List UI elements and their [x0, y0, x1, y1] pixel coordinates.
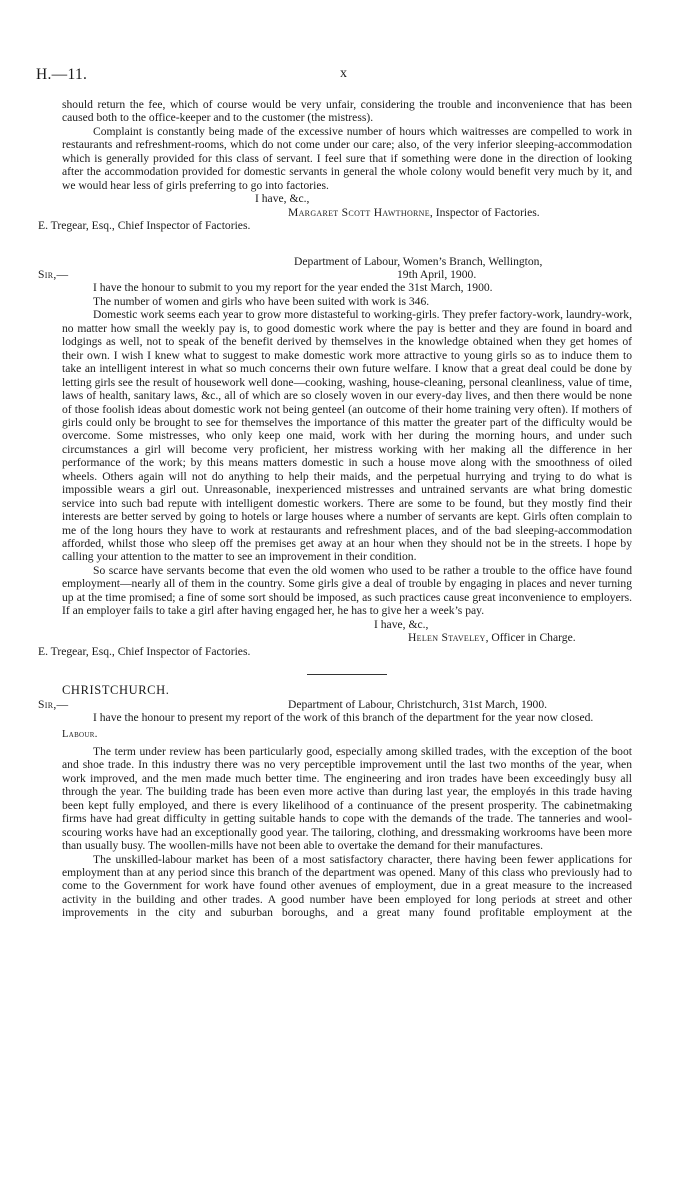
paragraph: Domestic work seems each year to grow more distasteful to working-girls. They prefer factory-work, laundry-work, no matter how small the weekly pay is, to good domestic work where the pay is better and they are found in board and lodgings as well, not to speak of the benefit derived by themselves in the knowledge obtained when they get homes of their own. I wish I knew what to suggest to make domestic work more attractive to young girls so as to induce them to take an intelligent interest in what so much concerns their own future welfare. I know that a great deal could be done by letting girls see the result of housework well done—cooking, washing, house-cleaning, personal cleanliness, value of time, laws of health, sanitary laws, &c., all of which are so closely woven in our every-day lives, and then there would be none of those foolish ideas about domestic work not being genteel (an outcome of their home training very often). If mothers of girls could only be brought to see for themselves the importance of this matter the greater part of the difficulty would be overcome. Some mistresses, who only keep one maid, work with her during the morning hours, and under such circumstances a girl will become very proficient, her mistress working with her making all the difference in her performance of the work; by this means matters domestic in such a house move along with the smoothness of oiled wheels. Others again will not do anything to help their maids, and the perpetual hurrying and trying to do what is impossible wears a girl out. Unreasonable, inexperienced mistresses and untrained servants are what bring domestic service into such bad repute with intelligent domestic workers. There are some to be found, but they mostly find their interests are better served by going to hotels or large houses where a number of servants are kept. Girls often complain to me of the long hours they have to work at restaurants and refreshment places, and of the bad sleeping-accommodation afforded, whilst those who sleep off the premises get away at an hour when they should not be in the streets. I hope by calling your attention to the matter to see an improvement in their condition. [62, 308, 632, 564]
paragraph: I have the honour to present my report of the work of this branch of the department for the year now closed. [93, 711, 594, 724]
signatory-title: , Officer in Charge. [485, 631, 576, 645]
signatory: Margaret Scott Hawthorne [288, 205, 430, 219]
subheading: Labour. [62, 729, 98, 741]
salutation: Sir,— [38, 697, 69, 711]
paragraph: The unskilled-labour market has been of a most satisfactory character, there having been fewer applications for employment than at any period since this branch of the department was opened. Many of this class who previously had to come to the Government for work have found other avenues of employment, due in a great measure to the increased activity in the building and other trades. A good number have been employed for long periods at street and other improvements in the city and suburban boroughs, and a great many found profitable employment at the [62, 852, 632, 920]
paragraph: Complaint is constantly being made of the excessive number of hours which waitresses are compelled to work in restaurants and refreshment-rooms, which do not come under our care; also, of the very inferior sleeping-accommodation which is generally provided for this class of servant. I feel sure that if something were done in the direction of looking after the accommodation provided for domestic servants in general the whole colony would benefit very much by it, and we would hear less of girls preferring to go into factories. [62, 124, 632, 192]
section-heading: CHRISTCHURCH. [62, 683, 170, 698]
signatory-title: , Inspector of Factories. [429, 205, 540, 219]
document-body [38, 98, 632, 920]
paragraph: The number of women and girls who have been suited with work is 346. [93, 294, 430, 308]
page-number: x [340, 66, 347, 81]
signatory: Helen Staveley [408, 631, 486, 645]
letter-address: Department of Labour, Women’s Branch, Wellington, [294, 254, 543, 268]
paragraph: I have the honour to submit to you my report for the year ended the 31st March, 1900. [93, 281, 493, 295]
letter-date: 19th April, 1900. [397, 267, 477, 281]
paragraph: should return the fee, which of course would be very unfair, considering the trouble and inconvenience that has been caused both to the office-keeper and to the customer (the mistress). [62, 98, 632, 125]
parliamentary-paper-code: H.—11. [36, 66, 88, 83]
page-header [0, 66, 700, 86]
salutation-date-line [38, 267, 632, 281]
salutation-address-line [38, 697, 632, 711]
addressee: E. Tregear, Esq., Chief Inspector of Factories. [38, 644, 251, 658]
signature-line [62, 631, 632, 644]
paragraph: The term under review has been particularly good, especially among skilled trades, with the exception of the boot and shoe trade. In this industry there was no very perceptible improvement until the last two months of the year, when work improved, and the men made much better time. The engineering and iron trades have been exceedingly busy all through the year. The building trade has been even more active than during last year, the employés in this trade having been kept fully employed, and there is every likelihood of a continuance of the present prosperity. The cabinetmaking firms have had great difficulty in getting suitable hands to cope with the demands of the trade. The tanneries and wool-scouring works have had an exceptionally good year. The tailoring, clothing, and dressmaking workrooms have been more than usually busy. The woollen-mills have not been able to overtake the demand for their manufactures. [62, 744, 632, 853]
addressee: E. Tregear, Esq., Chief Inspector of Factories. [38, 219, 251, 233]
salutation: Sir,— [38, 267, 69, 281]
closing: I have, &c., [374, 617, 429, 631]
closing: I have, &c., [255, 192, 310, 206]
signature-line [62, 206, 632, 219]
letter-address: Department of Labour, Christchurch, 31st March, 1900. [288, 697, 548, 711]
paragraph: So scarce have servants become that even the old women who used to be rather a trouble to the office have found employment—nearly all of them in the country. Some girls give a deal of trouble by engaging in places and never turning up at the time promised; a fine of some sort should be imposed, as such practices cause great inconvenience to employers. If an employer fails to take a girl after having engaged her, he has to give her a week’s pay. [62, 563, 632, 618]
